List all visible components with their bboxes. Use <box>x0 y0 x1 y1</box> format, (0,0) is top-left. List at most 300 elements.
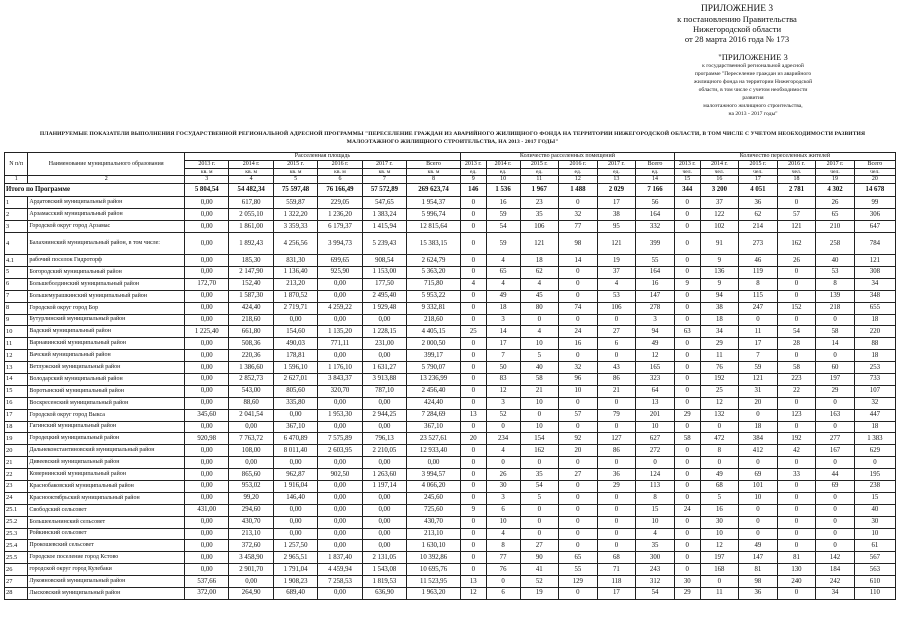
municipality-name: Ройкинский сельсовет <box>28 528 185 540</box>
table-cell: 0,00 <box>185 209 229 221</box>
table-cell: 167 <box>816 445 855 457</box>
table-cell: 18 <box>854 350 895 362</box>
table-row <box>5 255 896 267</box>
table-cell: 218,60 <box>407 314 461 326</box>
table-cell: 0 <box>460 233 486 255</box>
table-cell: 0,00 <box>362 540 406 552</box>
table-cell: 30 <box>674 576 700 588</box>
table-cell: 264,90 <box>229 588 273 600</box>
table-cell: 0,00 <box>185 373 229 385</box>
total-label: Итого по Программе <box>5 184 185 197</box>
table-cell: 3 843,37 <box>318 373 362 385</box>
row-number: 15 <box>5 385 28 397</box>
column-number: 3 <box>185 176 229 184</box>
header-year: 2016 г. <box>777 160 816 168</box>
table-cell: 8 <box>739 278 778 290</box>
table-cell: 58 <box>816 326 855 338</box>
table-cell: 0,00 <box>185 350 229 362</box>
table-cell: 0,00 <box>273 504 317 516</box>
table-cell: 0,00 <box>185 290 229 302</box>
table-cell: 0,00 <box>185 528 229 540</box>
table-cell: 5 790,07 <box>407 362 461 374</box>
table-cell: 106 <box>597 302 636 314</box>
table-cell: 1 908,23 <box>273 576 317 588</box>
municipality-name: Большеельнинский сельсовет <box>28 516 185 528</box>
table-cell: 0,00 <box>185 197 229 209</box>
table-cell: 124 <box>636 469 675 481</box>
table-cell: 25 <box>700 385 739 397</box>
table-cell: 0,00 <box>185 552 229 564</box>
table-cell: 1 929,48 <box>362 302 406 314</box>
table-cell: 30 <box>700 516 739 528</box>
table-cell: 1 630,10 <box>407 540 461 552</box>
row-number: 26 <box>5 564 28 576</box>
table-cell: 335,80 <box>273 397 317 409</box>
table-cell: 34 <box>854 278 895 290</box>
table-cell: 118 <box>597 576 636 588</box>
table-cell: 8 <box>486 540 520 552</box>
table-cell: 28 <box>777 338 816 350</box>
table-cell: 0,00 <box>185 480 229 492</box>
header-unit: ед. <box>486 168 520 176</box>
table-row <box>5 588 896 600</box>
table-cell: 0 <box>520 528 559 540</box>
table-cell: 0 <box>460 457 486 469</box>
table-cell: 86 <box>597 445 636 457</box>
table-cell: 57 <box>559 409 598 421</box>
table-row <box>5 197 896 209</box>
table-cell: 18 <box>854 421 895 433</box>
municipality-name: городской округ город Кулебаки <box>28 564 185 576</box>
table-cell: 1 257,50 <box>273 540 317 552</box>
table-cell: 0,00 <box>273 314 317 326</box>
table-cell: 165 <box>636 362 675 374</box>
table-cell: 0 <box>460 552 486 564</box>
table-cell: 0 <box>816 528 855 540</box>
table-cell: 213,20 <box>273 278 317 290</box>
table-cell: 447 <box>854 409 895 421</box>
table-cell: 102 <box>700 221 739 233</box>
table-cell: 197 <box>816 373 855 385</box>
table-cell: 88,60 <box>229 397 273 409</box>
table-cell: 0,00 <box>185 397 229 409</box>
municipality-name: Городское поселение город Кстово <box>28 552 185 564</box>
table-cell: 1 197,14 <box>362 480 406 492</box>
table-cell: 0 <box>674 445 700 457</box>
table-cell: 4 <box>486 528 520 540</box>
table-cell: 908,54 <box>362 255 406 267</box>
table-cell: 40 <box>854 504 895 516</box>
table-cell: 0 <box>674 552 700 564</box>
table-cell: 99 <box>854 197 895 209</box>
table-cell: 0,00 <box>185 233 229 255</box>
table-cell: 110 <box>854 588 895 600</box>
table-cell: 213,10 <box>229 528 273 540</box>
table-cell: 6 <box>486 504 520 516</box>
table-cell: 0 <box>460 302 486 314</box>
table-cell: 0 <box>460 492 486 504</box>
table-cell: 0 <box>674 350 700 362</box>
table-cell: 278 <box>636 302 675 314</box>
table-cell: 617,80 <box>229 197 273 209</box>
municipality-name: Городской округ город Выкса <box>28 409 185 421</box>
table-cell: 0 <box>597 397 636 409</box>
table-cell: 74 <box>559 302 598 314</box>
header-unit: ед. <box>559 168 598 176</box>
row-number: 12 <box>5 350 28 362</box>
table-cell: 5 <box>520 492 559 504</box>
table-cell: 372,60 <box>229 540 273 552</box>
table-cell: 7 <box>486 350 520 362</box>
table-cell: 629 <box>854 445 895 457</box>
table-row <box>5 326 896 338</box>
table-cell: 52 <box>486 409 520 421</box>
table-cell: 0 <box>777 290 816 302</box>
table-cell: 121 <box>520 233 559 255</box>
total-cell: 14 678 <box>854 184 895 197</box>
table-cell: 32 <box>559 209 598 221</box>
table-cell: 4 <box>636 528 675 540</box>
appendix-header-line: к постановлению Правительства <box>677 14 797 24</box>
table-cell: 0,00 <box>185 385 229 397</box>
table-cell: 164 <box>636 209 675 221</box>
table-cell: 0 <box>597 516 636 528</box>
header-unit: кв. м <box>229 168 273 176</box>
table-cell: 0 <box>486 457 520 469</box>
table-cell: 0 <box>460 385 486 397</box>
table-cell: 53 <box>816 266 855 278</box>
table-cell: 0,00 <box>318 492 362 504</box>
table-cell: 31 <box>739 385 778 397</box>
header-unit: чел. <box>700 168 739 176</box>
table-cell: 4 <box>520 278 559 290</box>
table-cell: 3 <box>486 314 520 326</box>
table-cell: 95 <box>597 221 636 233</box>
table-cell: 0 <box>559 504 598 516</box>
table-cell: 10 <box>636 421 675 433</box>
table-cell: 430,70 <box>407 516 461 528</box>
table-cell: 547,65 <box>362 197 406 209</box>
table-cell: 0,00 <box>185 564 229 576</box>
table-cell: 0 <box>559 540 598 552</box>
table-cell: 0 <box>674 233 700 255</box>
table-cell: 7 763,72 <box>229 433 273 445</box>
table-cell: 121 <box>597 233 636 255</box>
municipality-name: рабочий поселок Гидроторф <box>28 255 185 267</box>
table-cell: 15 <box>854 492 895 504</box>
table-cell: 91 <box>700 233 739 255</box>
column-number: 10 <box>486 176 520 184</box>
table-row <box>5 209 896 221</box>
table-cell: 0,00 <box>362 457 406 469</box>
table-cell: 0 <box>674 564 700 576</box>
table-cell: 308 <box>854 266 895 278</box>
table-cell: 2 603,95 <box>318 445 362 457</box>
table-cell: 0 <box>674 362 700 374</box>
table-cell: 77 <box>486 552 520 564</box>
table-cell: 0 <box>460 540 486 552</box>
table-cell: 472 <box>700 433 739 445</box>
table-cell: 0 <box>739 457 778 469</box>
table-cell: 177,50 <box>362 278 406 290</box>
table-cell: 17 <box>597 588 636 600</box>
row-number: 8 <box>5 302 28 314</box>
table-cell: 1 819,53 <box>362 576 406 588</box>
table-cell: 0 <box>486 421 520 433</box>
table-cell: 0,00 <box>185 445 229 457</box>
municipality-name: Дальнеконстантиновский муниципальный район <box>28 445 185 457</box>
table-cell: 7 284,69 <box>407 409 461 421</box>
table-cell: 0,00 <box>362 516 406 528</box>
header-year: Всего <box>854 160 895 168</box>
table-cell: 1 383 <box>854 433 895 445</box>
table-row <box>5 350 896 362</box>
table-cell: 12 815,64 <box>407 221 461 233</box>
table-cell: 10 <box>486 516 520 528</box>
table-cell: 0,00 <box>229 457 273 469</box>
table-cell: 49 <box>739 540 778 552</box>
table-cell: 121 <box>739 373 778 385</box>
table-cell: 537,66 <box>185 576 229 588</box>
column-number: 15 <box>674 176 700 184</box>
municipality-name: Воскресенский муниципальный район <box>28 397 185 409</box>
header-year: 2013 г. <box>674 160 700 168</box>
table-cell: 253 <box>854 362 895 374</box>
table-cell: 2 624,79 <box>407 255 461 267</box>
table-cell: 1 870,52 <box>273 290 317 302</box>
table-cell: 13 <box>636 397 675 409</box>
table-cell: 277 <box>816 433 855 445</box>
header-year: 2015 г. <box>520 160 559 168</box>
row-number: 16 <box>5 397 28 409</box>
table-cell: 0 <box>674 290 700 302</box>
municipality-name: Володарский муниципальный район <box>28 373 185 385</box>
table-cell: 17 <box>739 338 778 350</box>
table-cell: 9 <box>674 278 700 290</box>
table-cell: 94 <box>636 326 675 338</box>
table-cell: 1 135,20 <box>318 326 362 338</box>
table-cell: 68 <box>597 552 636 564</box>
table-cell: 2 495,40 <box>362 290 406 302</box>
row-number: 24 <box>5 492 28 504</box>
table-cell: 0 <box>674 338 700 350</box>
table-cell: 79 <box>597 409 636 421</box>
table-cell: 80 <box>520 302 559 314</box>
table-cell: 107 <box>854 385 895 397</box>
header-group: Количество переселенных жителей <box>674 153 895 161</box>
table-cell: 130 <box>777 564 816 576</box>
table-cell: 0 <box>777 480 816 492</box>
program-appendix-header <box>653 52 853 118</box>
table-cell: 162 <box>520 445 559 457</box>
table-cell: 0,00 <box>185 362 229 374</box>
table-cell: 0 <box>520 457 559 469</box>
header-unit: ед. <box>460 168 486 176</box>
table-cell: 59 <box>739 362 778 374</box>
table-cell: 14 <box>559 255 598 267</box>
header-year: 2015 г. <box>273 160 317 168</box>
table-cell: 0 <box>777 397 816 409</box>
table-cell: 29 <box>700 338 739 350</box>
table-cell: 1 596,10 <box>273 362 317 374</box>
table-cell: 57 <box>777 209 816 221</box>
table-row <box>5 552 896 564</box>
table-cell: 10 <box>739 492 778 504</box>
total-cell: 54 482,34 <box>229 184 273 197</box>
table-cell: 11 <box>700 588 739 600</box>
table-cell: 65 <box>486 266 520 278</box>
table-cell: 218 <box>816 302 855 314</box>
table-cell: 490,03 <box>273 338 317 350</box>
program-appendix-line: программе "Переселение граждан из аварийного <box>694 71 812 77</box>
table-cell: 0 <box>777 457 816 469</box>
table-cell: 0,00 <box>185 302 229 314</box>
table-cell: 11 <box>700 350 739 362</box>
column-number: 2 <box>28 176 185 184</box>
table-cell: 17 <box>486 338 520 350</box>
table-cell: 20 <box>460 433 486 445</box>
table-cell: 94 <box>700 290 739 302</box>
table-cell: 0 <box>597 457 636 469</box>
table-cell: 4 <box>486 278 520 290</box>
table-cell: 1 953,30 <box>318 409 362 421</box>
table-cell: 10 <box>520 397 559 409</box>
table-cell: 0 <box>559 278 598 290</box>
column-number: 4 <box>229 176 273 184</box>
table-row <box>5 221 896 233</box>
total-cell: 146 <box>460 184 486 197</box>
table-row <box>5 469 896 481</box>
header-unit: кв. м <box>362 168 406 176</box>
table-cell: 0,00 <box>318 480 362 492</box>
municipality-name: Вачский муниципальный район <box>28 350 185 362</box>
table-cell: 0 <box>816 540 855 552</box>
table-cell: 22 <box>777 385 816 397</box>
table-cell: 0 <box>816 457 855 469</box>
table-cell: 63 <box>674 326 700 338</box>
row-number: 3 <box>5 221 28 233</box>
table-cell: 902,50 <box>318 469 362 481</box>
table-row <box>5 457 896 469</box>
table-cell: 0 <box>460 255 486 267</box>
municipality-name: Дивеевский муниципальный район <box>28 457 185 469</box>
table-cell: 27 <box>520 540 559 552</box>
table-cell: 86 <box>597 373 636 385</box>
total-cell: 75 597,48 <box>273 184 317 197</box>
total-cell: 1 536 <box>486 184 520 197</box>
table-cell: 0,00 <box>318 314 362 326</box>
table-cell: 0 <box>739 409 778 421</box>
table-cell: 68 <box>700 480 739 492</box>
table-row <box>5 409 896 421</box>
table-cell: 62 <box>739 209 778 221</box>
program-appendix-line: жилищного фонда на территории Нижегородской <box>693 79 813 85</box>
table-row <box>5 480 896 492</box>
table-cell: 12 <box>700 540 739 552</box>
table-cell: 367,10 <box>407 421 461 433</box>
program-appendix-line: малоэтажного жилищного строительства, <box>703 103 803 109</box>
table-cell: 0,00 <box>318 528 362 540</box>
table-cell: 3 359,33 <box>273 221 317 233</box>
table-cell: 83 <box>486 373 520 385</box>
table-cell: 0 <box>777 516 816 528</box>
table-cell: 29 <box>597 480 636 492</box>
table-cell: 0,00 <box>185 492 229 504</box>
table-cell: 4 <box>486 255 520 267</box>
table-cell: 113 <box>636 480 675 492</box>
table-cell: 627 <box>636 433 675 445</box>
header-year: 2017 г. <box>597 160 636 168</box>
table-cell: 210 <box>816 221 855 233</box>
header-unit: чел. <box>777 168 816 176</box>
table-cell: 27 <box>559 469 598 481</box>
table-cell: 805,60 <box>273 385 317 397</box>
table-row <box>5 373 896 385</box>
table-cell: 0 <box>674 469 700 481</box>
column-number: 14 <box>636 176 675 184</box>
table-cell: 0,00 <box>318 540 362 552</box>
table-cell: 0,00 <box>318 457 362 469</box>
table-cell: 1 176,10 <box>318 362 362 374</box>
table-cell: 0 <box>460 350 486 362</box>
table-cell: 26 <box>777 255 816 267</box>
table-cell: 34 <box>816 588 855 600</box>
row-number: 7 <box>5 290 28 302</box>
table-cell: 55 <box>559 564 598 576</box>
municipality-name: Арзамасский муниципальный район <box>28 209 185 221</box>
column-number: 20 <box>854 176 895 184</box>
table-cell: 0 <box>816 397 855 409</box>
table-cell: 0,00 <box>185 314 229 326</box>
table-cell: 0 <box>460 445 486 457</box>
municipality-name: Балахнинский муниципальный район, в том числе: <box>28 233 185 255</box>
column-number: 12 <box>559 176 598 184</box>
table-cell: 10 <box>700 528 739 540</box>
table-cell: 1 837,40 <box>318 552 362 564</box>
total-cell: 2 029 <box>597 184 636 197</box>
table-cell: 0 <box>674 385 700 397</box>
table-cell: 26 <box>816 197 855 209</box>
table-cell: 0 <box>460 397 486 409</box>
table-cell: 0,00 <box>273 409 317 421</box>
table-cell: 4 <box>486 445 520 457</box>
table-cell: 3 913,88 <box>362 373 406 385</box>
table-cell: 184 <box>816 564 855 576</box>
table-cell: 238 <box>854 480 895 492</box>
table-cell: 20 <box>559 445 598 457</box>
table-cell: 62 <box>520 266 559 278</box>
table-cell: 7 575,89 <box>318 433 362 445</box>
table-cell: 69 <box>739 469 778 481</box>
table-cell: 0,00 <box>362 421 406 433</box>
header-year: 2016 г. <box>318 160 362 168</box>
total-cell: 2 781 <box>777 184 816 197</box>
table-cell: 831,30 <box>273 255 317 267</box>
table-cell: 0 <box>520 516 559 528</box>
table-cell: 247 <box>739 302 778 314</box>
header-year: 2014 г. <box>229 160 273 168</box>
table-cell: 119 <box>739 266 778 278</box>
table-cell: 0,00 <box>185 540 229 552</box>
table-cell: 508,36 <box>229 338 273 350</box>
table-cell: 0 <box>559 421 598 433</box>
table-cell: 30 <box>854 516 895 528</box>
table-cell: 0 <box>777 197 816 209</box>
table-cell: 185,30 <box>229 255 273 267</box>
table-cell: 56 <box>636 197 675 209</box>
table-row <box>5 278 896 290</box>
table-cell: 106 <box>520 221 559 233</box>
